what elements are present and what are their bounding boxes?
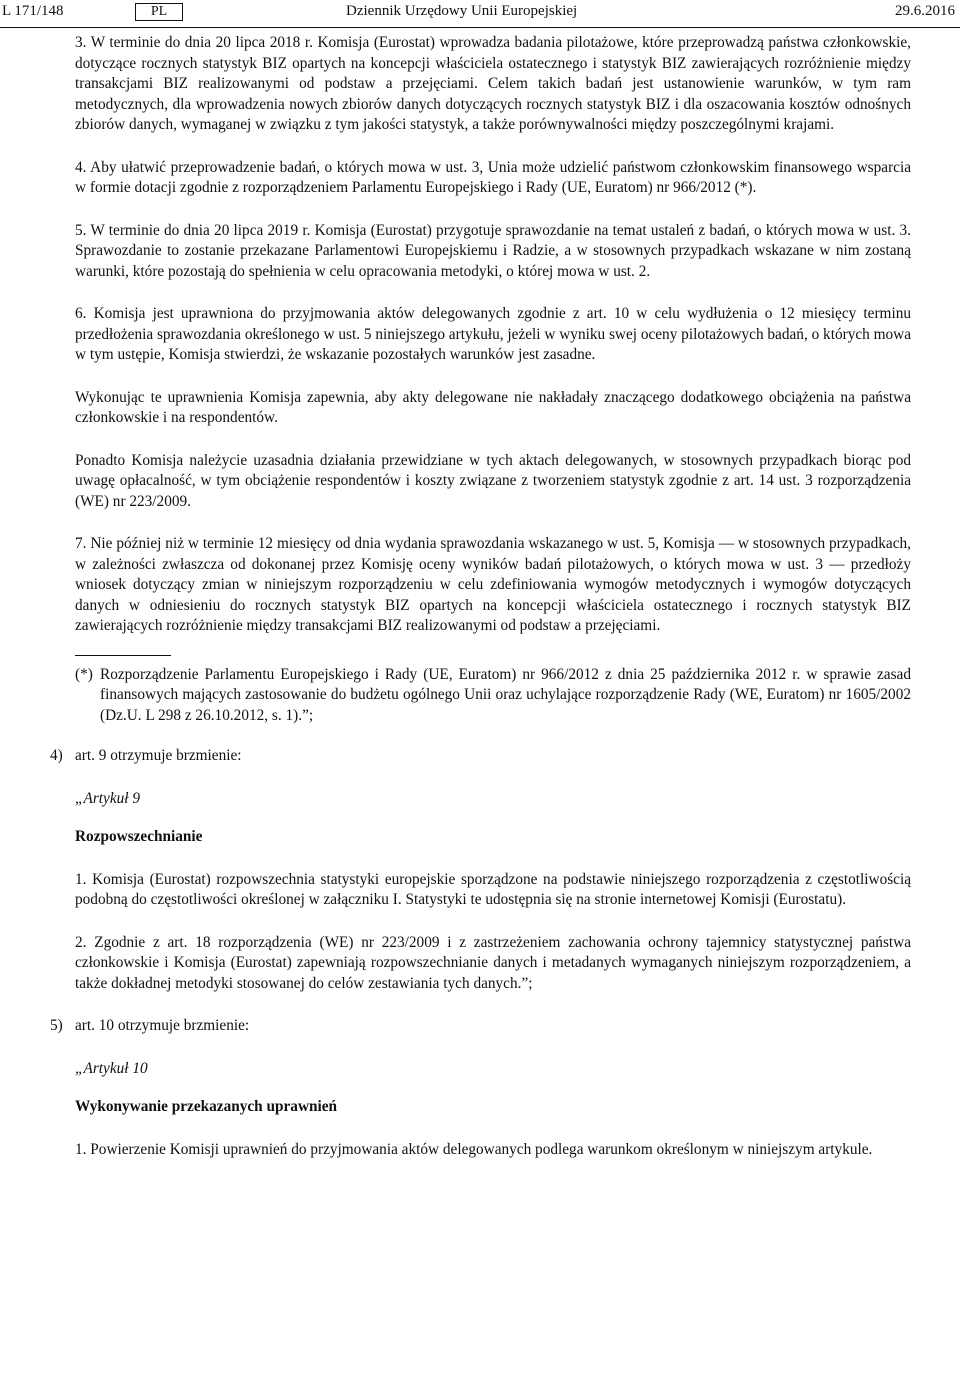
point-number: 4) [50,747,63,764]
amendment-point-5 [50,1016,911,1037]
point-text: art. 9 otrzymuje brzmienie: [75,747,242,764]
language-badge: PL [135,3,183,21]
article-9-heading: Rozpowszechnianie [75,828,203,845]
footnote-text: Rozporządzenie Parlamentu Europejskiego i Rady (UE, Euratom) nr 966/2012 z dnia 25 października 2012 r. w sprawie zasad finansowych mających zastosowanie do budżetu ogólnego Unii oraz uchylające rozporządzenie Rady (WE, Euratom) nr 1605/2002 (Dz.U. L 298 z 26.10.2012, s. 1).”; [100,665,911,724]
journal-header [0,3,960,25]
article-10-title: „Artykuł 10 [75,1059,148,1077]
paragraph-5: 5. W terminie do dnia 20 lipca 2019 r. Komisja (Eurostat) przygotuje sprawozdanie na temat ustaleń z badań, o których mowa w ust. 3. Sprawozdanie to zostanie przekazane Parlamentowi Europejskiemu i Radzie, a w stosownych przypadkach wskazane w nim zostaną warunki, które pozostają do spełnienia w celu opracowania metodyki, o której mowa w ust. 2. [75,221,911,280]
article-9-title: „Artykuł 9 [75,789,141,807]
footnote-divider [75,655,171,656]
paragraph-4: 4. Aby ułatwić przeprowadzenie badań, o których mowa w ust. 3, Unia może udzielić państwom członkowskim finansowego wsparcia w formie dotacji zgodnie z rozporządzeniem Parlamentu Europejskiego i Rady (UE, Euratom) nr 966/2012 (*). [75,158,911,196]
point-number: 5) [50,1017,63,1034]
paragraph-3: 3. W terminie do dnia 20 lipca 2018 r. Komisja (Eurostat) wprowadza badania pilotażowe, które przeprowadzą państwa członkowskie, dotyczące rocznych statystyk BIZ opartych na koncepcji właściciela ostatecznego i statystyk BIZ zawierających rozróżnienie między transakcjami BIZ realizowanymi od podstaw a przejęciami. Celem takich badań jest ustanowienie warunków, w tym ram metodycznych, dla wprowadzenia nowych zbiorów danych dotyczących rocznych statystyk BIZ i dla oszacowania kosztów odnośnych zbiorów danych, wymaganej w związku z tym jakości statystyk, a także porównywalności między poszczególnymi krajami. [75,34,911,133]
article-9-paragraph-2: 2. Zgodnie z art. 18 rozporządzenia (WE) nr 223/2009 i z zastrzeżeniem zachowania ochrony tajemnicy statystycznej państwa członkowskie i Komisja (Eurostat) zapewniają rozpowszechnianie danych i metadanych wymaganych niniejszym rozporządzeniem, a także dokładnej metodyki stosowanej do celów zestawiania tych danych.”; [75,933,911,992]
article-10-paragraph-1: 1. Powierzenie Komisji uprawnień do przyjmowania aktów delegowanych podlega warunkom określonym w niniejszym artykule. [75,1140,873,1158]
publication-date: 29.6.2016 [895,3,955,19]
footnote [75,665,911,727]
paragraph-6-justification: Ponadto Komisja należycie uzasadnia działania przewidziane w tych aktach delegowanych, w stosownych przypadkach biorąc pod uwagę opłacalność, w tym obciążenie respondentów i koszty związane z tworzeniem statystyk zgodnie z art. 14 ust. 3 rozporządzenia (WE) nr 223/2009. [75,451,911,510]
paragraph-6: 6. Komisja jest uprawniona do przyjmowania aktów delegowanych zgodnie z art. 10 w celu wydłużenia o 12 miesięcy terminu przedłożenia sprawozdania określonego w ust. 5 niniejszego artykułu, jeżeli w wyniku swej oceny pilotażowych badań, o których mowa w tym ustępie, Komisja stwierdzi, że wskazanie pozostałych warunków jest zasadne. [75,305,911,363]
header-divider [0,27,960,28]
paragraph-6-delegated: Wykonując te uprawnienia Komisja zapewnia, aby akty delegowane nie nakładały znaczącego dodatkowego obciążenia na państwa członkowskie i na respondentów. [75,388,911,426]
article-10-heading: Wykonywanie przekazanych uprawnień [75,1098,338,1115]
footnote-mark: (*) [75,665,93,683]
point-text: art. 10 otrzymuje brzmienie: [75,1017,250,1034]
journal-title: Dziennik Urzędowy Unii Europejskiej [346,3,578,19]
paragraph-7: 7. Nie później niż w terminie 12 miesięcy od dnia wydania sprawozdania wskazanego w ust. 5, Komisja — w stosownych przypadkach, w zależności zwłaszcza od dokonanej przez Komisję oceny wyników badań pilotażowych, o których mowa w ust. 3 — przedłoży wniosek dotyczący zmian w niniejszym rozporządzeniu w celu zdefiniowania wymogów metodycznych i wymogów dotyczących danych w odniesieniu do rocznych statystyk BIZ opartych na koncepcji właściciela ostatecznego i rocznych statystyk BIZ zawierających rozróżnienie między transakcjami BIZ realizowanymi od podstaw a przejęciami. [75,535,911,634]
page-reference: L 171/148 [2,3,64,19]
document-body [50,33,911,1182]
article-9-paragraph-1: 1. Komisja (Eurostat) rozpowszechnia statystyki europejskie sporządzone na podstawie niniejszego rozporządzenia z częstotliwością podobną do częstotliwości określonej w załączniku I. Statystyki te udostępnia się na stronie internetowej Komisji (Eurostatu). [75,870,911,908]
amendment-point-4 [50,746,911,767]
